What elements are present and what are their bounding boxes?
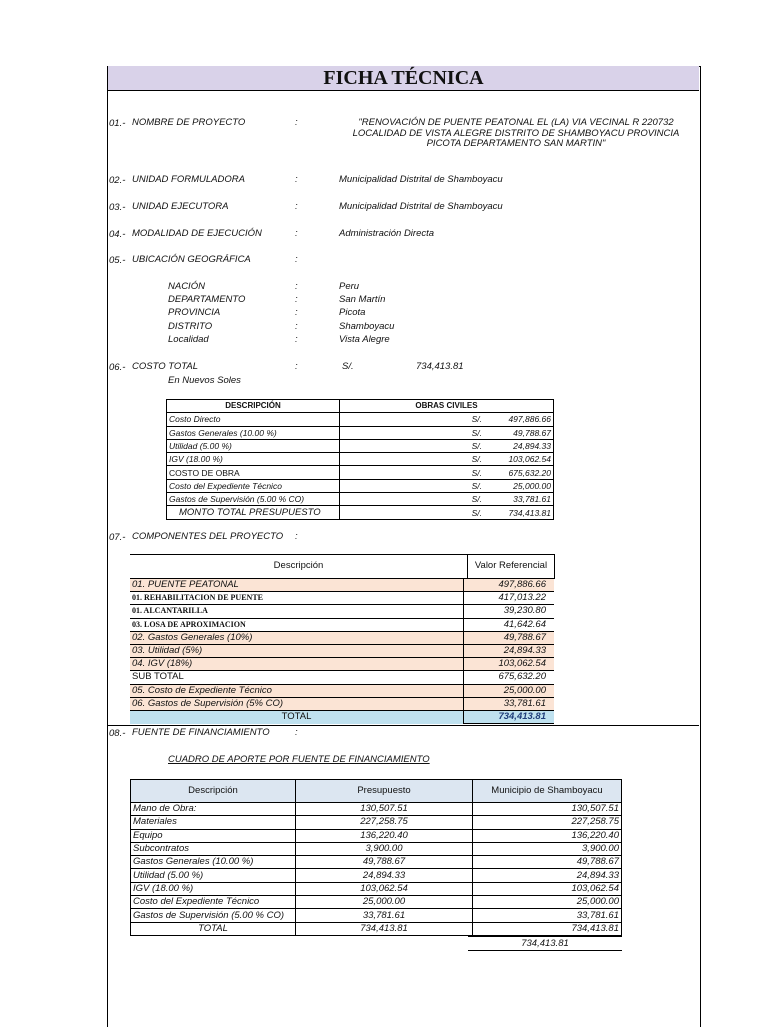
section-label: UNIDAD EJECUTORA	[132, 201, 229, 212]
row-budget: 103,062.54	[296, 882, 473, 895]
section-value: Municipalidad Distrital de Shamboyacu	[339, 201, 503, 212]
section-number: 02.-	[109, 175, 126, 186]
row-budget: 24,894.33	[296, 869, 473, 882]
table-row	[167, 413, 554, 426]
section-separator: :	[295, 361, 298, 372]
row-currency: S/.	[340, 453, 485, 466]
section-label: COMPONENTES DEL PROYECTO	[132, 531, 284, 542]
table-row	[130, 684, 554, 697]
location-separator: :	[295, 334, 298, 345]
table-row	[130, 579, 554, 592]
row-description: Costo del Expediente Técnico	[131, 896, 296, 909]
row-municipality: 49,788.67	[473, 856, 622, 869]
table-total-row	[130, 710, 554, 723]
row-value: 497,886.66	[484, 413, 554, 426]
location-separator: :	[295, 281, 298, 292]
location-value: Vista Alegre	[339, 334, 390, 345]
row-value: 33,781.61	[484, 493, 554, 506]
row-currency: S/.	[340, 439, 485, 452]
table-row	[131, 803, 622, 816]
row-value: 417,013.22	[464, 592, 555, 605]
row-description: 03. Utilidad (5%)	[130, 644, 464, 657]
row-description: Subcontratos	[131, 842, 296, 855]
table-row	[131, 816, 622, 829]
section-separator: :	[295, 201, 298, 212]
row-value: 24,894.33	[484, 439, 554, 452]
section-number: 08.-	[109, 728, 126, 739]
row-value: 25,000.00	[464, 684, 555, 697]
section-number: 03.-	[109, 202, 126, 213]
section-label: FUENTE DE FINANCIAMIENTO	[132, 727, 270, 738]
section-separator: :	[295, 531, 298, 542]
row-municipality: 136,220.40	[473, 829, 622, 842]
column-header: Valor Referencial	[474, 560, 548, 571]
row-description: 04. IGV (18%)	[130, 658, 464, 671]
row-budget: 227,258.75	[296, 816, 473, 829]
row-description: Costo Directo	[167, 413, 340, 426]
column-header: Presupuesto	[296, 780, 473, 803]
row-description: Equipo	[131, 829, 296, 842]
table-row	[131, 829, 622, 842]
section-number: 07.-	[109, 532, 126, 543]
project-name-line: "RENOVACIÓN DE PUENTE PEATONAL EL (LA) VIA VECINAL R 220732	[358, 117, 674, 128]
table-row	[131, 856, 622, 869]
table-row	[167, 453, 554, 466]
location-value: Peru	[339, 281, 360, 292]
location-value: Shamboyacu	[339, 321, 395, 332]
row-description: 01. REHABILITACION DE PUENTE	[130, 592, 464, 605]
components-header-value-cell	[467, 554, 555, 579]
section-label: NOMBRE DE PROYECTO	[132, 117, 246, 128]
row-budget: 25,000.00	[296, 896, 473, 909]
section-label: MODALIDAD DE EJECUCIÓN	[132, 228, 262, 239]
table-total-row	[167, 506, 554, 519]
row-municipality: 734,413.81	[473, 922, 622, 935]
project-name-line: LOCALIDAD DE VISTA ALEGRE DISTRITO DE SHAMBOYACU PROVINCIA	[352, 128, 680, 139]
row-description: 02. Gastos Generales (10%)	[130, 631, 464, 644]
table-header-row	[131, 780, 622, 803]
location-label: PROVINCIA	[168, 307, 221, 318]
section-label: UNIDAD FORMULADORA	[132, 174, 245, 185]
project-name-line: PICOTA DEPARTAMENTO SAN MARTIN"	[426, 138, 606, 149]
table-row	[167, 479, 554, 492]
location-label: DEPARTAMENTO	[168, 294, 246, 305]
row-value: 25,000.00	[484, 479, 554, 492]
row-description: IGV (18.00 %)	[131, 882, 296, 895]
location-value: San Martín	[339, 294, 386, 305]
row-currency: S/.	[340, 426, 485, 439]
section-label: COSTO TOTAL	[132, 361, 198, 372]
row-description: Utilidad (5.00 %)	[167, 439, 340, 452]
row-municipality: 33,781.61	[473, 909, 622, 922]
row-description: Costo del Expediente Técnico	[167, 479, 340, 492]
row-description: MONTO TOTAL PRESUPUESTO	[167, 506, 340, 519]
table-row	[130, 631, 554, 644]
row-description: TOTAL	[131, 922, 296, 935]
row-budget: 734,413.81	[296, 922, 473, 935]
row-value: 675,632.20	[464, 671, 555, 684]
section-value: Administración Directa	[339, 228, 435, 239]
row-description: 06. Gastos de Supervisión (5% CO)	[130, 697, 464, 710]
table-row	[131, 896, 622, 909]
table-row	[131, 869, 622, 882]
row-description: 01. ALCANTARILLA	[130, 605, 464, 618]
table-row	[130, 671, 554, 684]
row-description: SUB TOTAL	[130, 671, 464, 684]
section-number: 06.-	[109, 362, 126, 373]
section-value: Municipalidad Distrital de Shamboyacu	[339, 174, 503, 185]
row-description: IGV (18.00 %)	[167, 453, 340, 466]
table-row	[130, 605, 554, 618]
row-description: Gastos Generales (10.00 %)	[167, 426, 340, 439]
table-header-row	[167, 400, 554, 413]
section-separator: :	[295, 117, 298, 128]
row-value: 41,642.64	[464, 618, 555, 631]
row-value: 49,788.67	[464, 631, 555, 644]
row-description: Gastos Generales (10.00 %)	[131, 856, 296, 869]
table-row	[131, 909, 622, 922]
row-description: Gastos de Supervisión (5.00 % CO)	[167, 493, 340, 506]
section-number: 01.-	[109, 118, 126, 129]
table-row	[167, 466, 554, 479]
section-label: UBICACIÓN GEOGRÁFICA	[132, 254, 251, 265]
grand-total-value: 734,413.81	[468, 936, 622, 951]
row-value: 675,632.20	[484, 466, 554, 479]
location-value: Picota	[339, 307, 366, 318]
row-description: Utilidad (5.00 %)	[131, 869, 296, 882]
row-value: 39,230.80	[464, 605, 555, 618]
column-header: Descripción	[273, 560, 324, 571]
cost-table	[166, 399, 554, 520]
financing-subtitle: CUADRO DE APORTE POR FUENTE DE FINANCIAMIENTO	[168, 754, 430, 765]
table-row	[167, 439, 554, 452]
section-separator: :	[295, 174, 298, 185]
location-label: Localidad	[168, 334, 209, 345]
column-header: Descripción	[131, 780, 296, 803]
row-value: 33,781.61	[464, 697, 555, 710]
row-description: 05. Costo de Expediente Técnico	[130, 684, 464, 697]
section-number: 05.-	[109, 255, 126, 266]
row-value: 497,886.66	[464, 579, 555, 592]
row-value: 49,788.67	[484, 426, 554, 439]
currency-note: En Nuevos Soles	[168, 375, 241, 386]
row-value: 24,894.33	[464, 644, 555, 657]
location-separator: :	[295, 321, 298, 332]
components-table	[130, 578, 554, 724]
financing-table	[130, 779, 622, 936]
section-divider	[108, 725, 699, 726]
row-description: Mano de Obra:	[131, 803, 296, 816]
row-municipality: 130,507.51	[473, 803, 622, 816]
row-value: 103,062.54	[484, 453, 554, 466]
row-municipality: 103,062.54	[473, 882, 622, 895]
section-separator: :	[295, 727, 298, 738]
table-row	[130, 592, 554, 605]
row-description: COSTO DE OBRA	[167, 466, 340, 479]
row-budget: 3,900.00	[296, 842, 473, 855]
location-label: DISTRITO	[168, 321, 213, 332]
row-description: 01. PUENTE PEATONAL	[130, 579, 464, 592]
row-description: 03. LOSA DE APROXIMACION	[130, 618, 464, 631]
section-separator: :	[295, 254, 298, 265]
cost-total-value: 734,413.81	[416, 361, 464, 372]
table-row	[131, 882, 622, 895]
table-total-row	[131, 922, 622, 935]
page-title: FICHA TÉCNICA	[108, 66, 699, 91]
row-municipality: 24,894.33	[473, 869, 622, 882]
row-description: Gastos de Supervisión (5.00 % CO)	[131, 909, 296, 922]
table-row	[130, 644, 554, 657]
location-separator: :	[295, 307, 298, 318]
row-budget: 49,788.67	[296, 856, 473, 869]
row-municipality: 3,900.00	[473, 842, 622, 855]
row-currency: S/.	[340, 506, 485, 519]
row-value: 734,413.81	[484, 506, 554, 519]
currency-symbol: S/.	[342, 361, 354, 372]
table-row	[167, 426, 554, 439]
location-separator: :	[295, 294, 298, 305]
section-separator: :	[295, 228, 298, 239]
section-number: 04.-	[109, 229, 126, 240]
row-value: 103,062.54	[464, 658, 555, 671]
table-row	[167, 493, 554, 506]
location-label: NACIÓN	[168, 281, 205, 292]
row-currency: S/.	[340, 479, 485, 492]
row-municipality: 25,000.00	[473, 896, 622, 909]
table-row	[130, 618, 554, 631]
column-header: DESCRIPCIÓN	[167, 400, 340, 413]
row-description: Materiales	[131, 816, 296, 829]
table-row	[130, 697, 554, 710]
row-budget: 130,507.51	[296, 803, 473, 816]
components-header-desc-cell	[130, 554, 467, 579]
row-currency: S/.	[340, 466, 485, 479]
row-currency: S/.	[340, 493, 485, 506]
column-header: Municipio de Shamboyacu	[473, 780, 622, 803]
column-header: OBRAS CIVILES	[340, 400, 554, 413]
row-budget: 33,781.61	[296, 909, 473, 922]
row-budget: 136,220.40	[296, 829, 473, 842]
row-description: TOTAL	[130, 710, 464, 723]
row-value: 734,413.81	[464, 710, 555, 723]
row-currency: S/.	[340, 413, 485, 426]
table-row	[131, 842, 622, 855]
table-row	[130, 658, 554, 671]
row-municipality: 227,258.75	[473, 816, 622, 829]
